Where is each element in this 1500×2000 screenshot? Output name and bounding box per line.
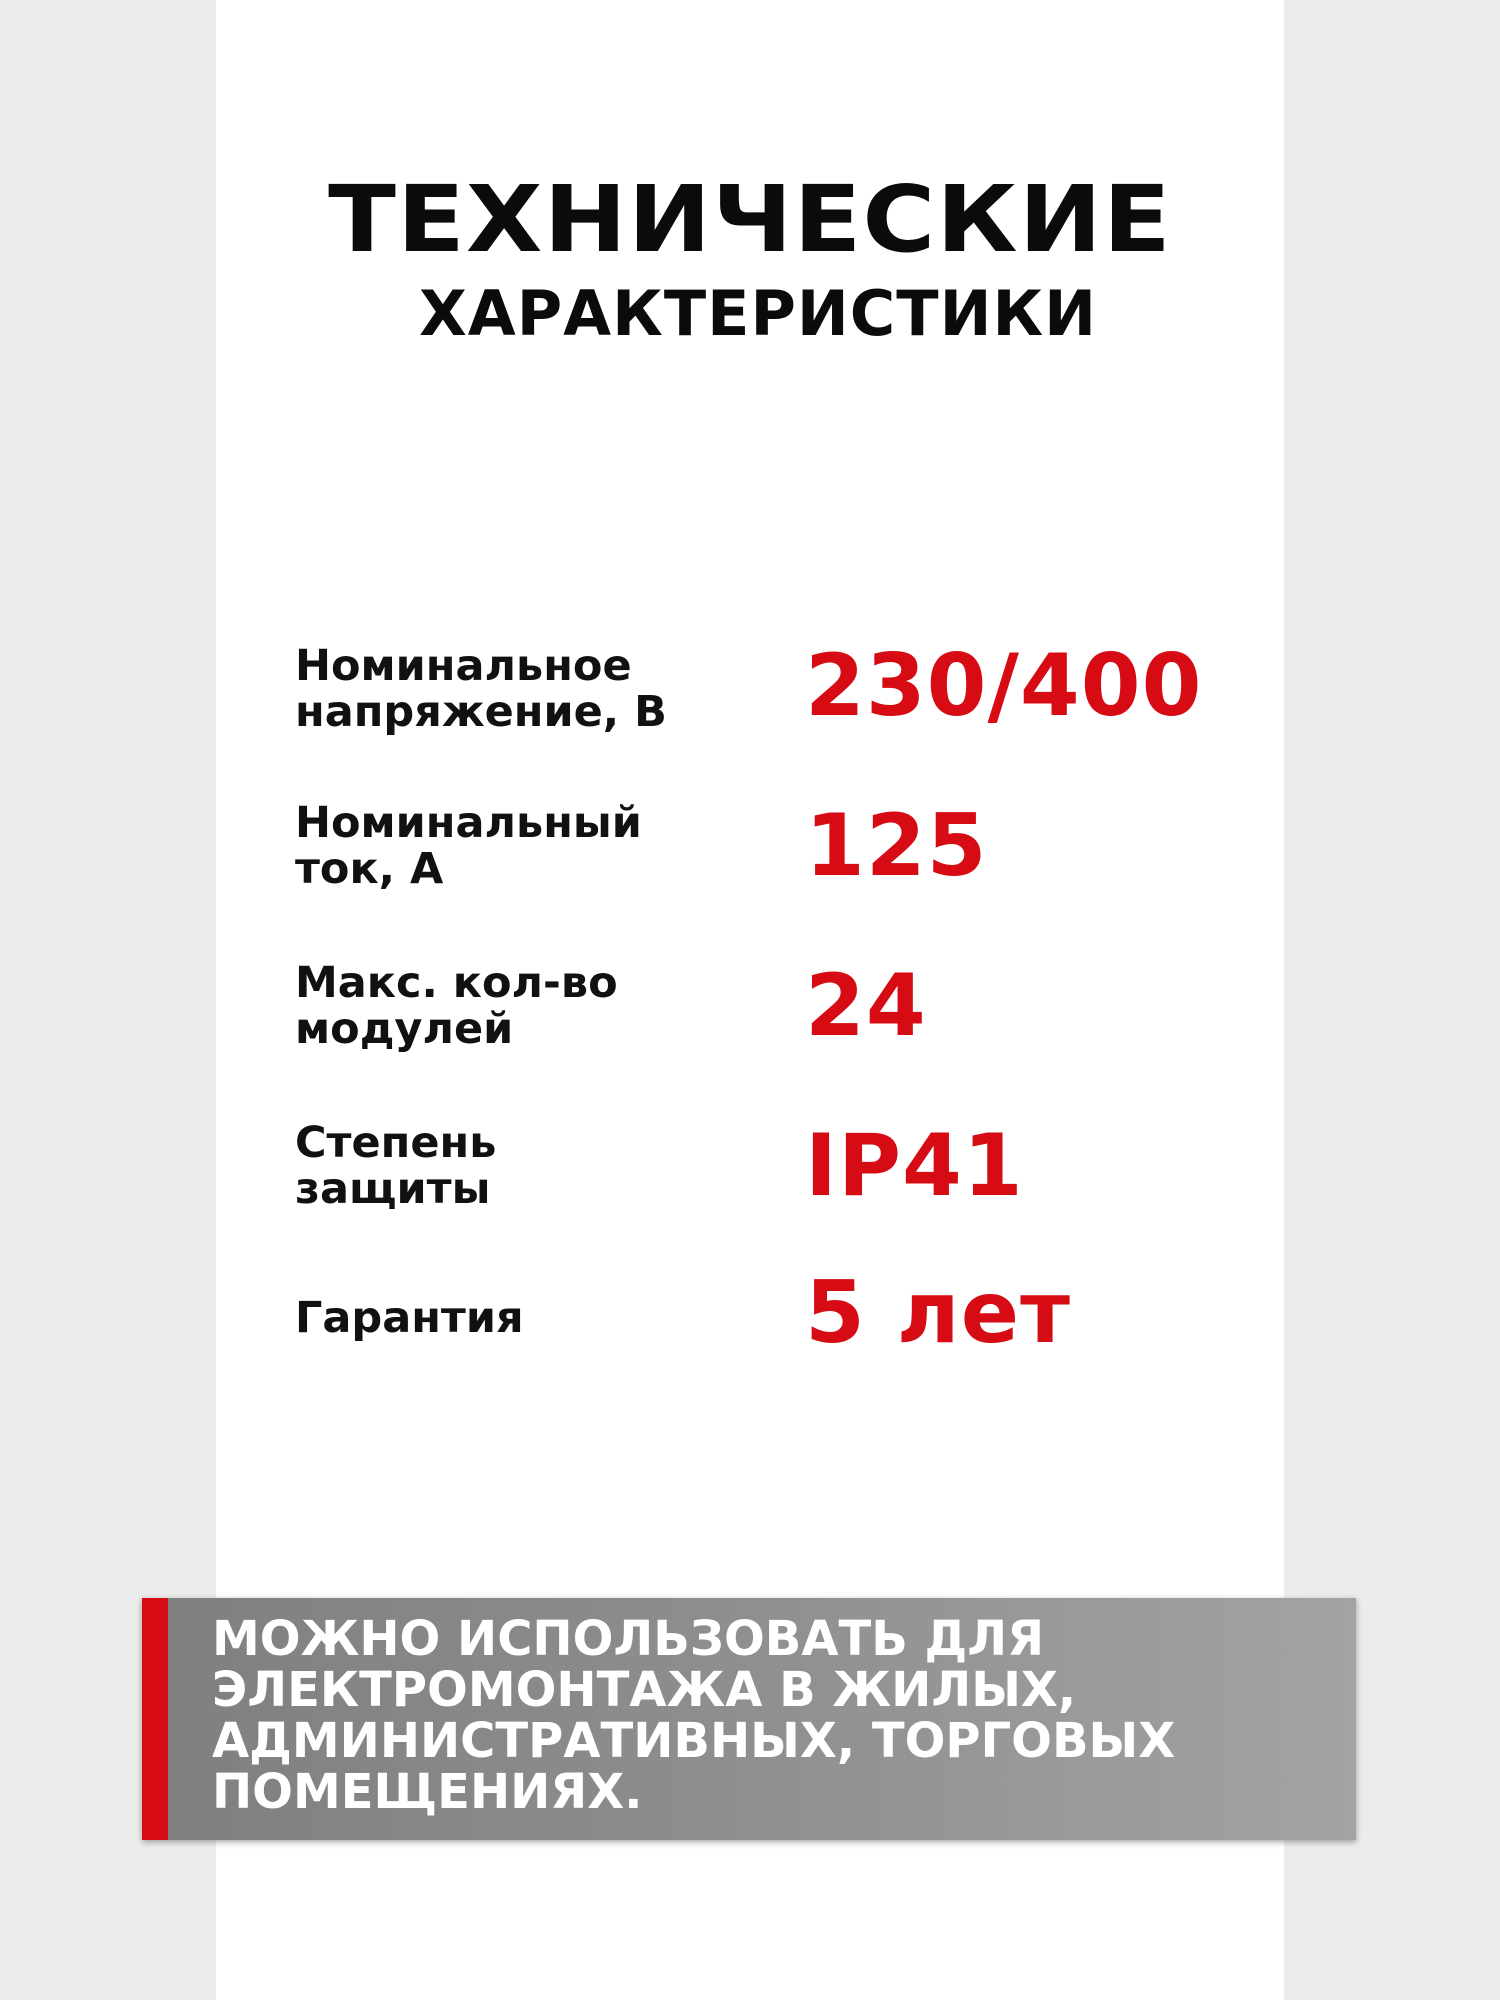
page-title-line1: ТЕХНИЧЕСКИЕ	[328, 166, 1172, 273]
usage-banner	[142, 1598, 1356, 1840]
banner-accent-bar	[142, 1598, 168, 1840]
spec-value: 5 лет	[805, 1263, 1071, 1363]
spec-label: Номинальное напряжение, В	[295, 641, 667, 737]
spec-label: Степень защиты	[295, 1118, 497, 1214]
page-title	[0, 168, 1500, 356]
banner-text: МОЖНО ИСПОЛЬЗОВАТЬ ДЛЯ ЭЛЕКТРОМОНТАЖА В ЖИЛЫХ, АДМИНИСТРАТИВНЫХ, ТОРГОВЫХ ПОМЕЩЕНИЯХ.	[212, 1611, 1176, 1820]
page-title-line2: ХАРАКТЕРИСТИКИ	[418, 277, 1098, 350]
spec-label: Гарантия	[295, 1293, 524, 1343]
spec-value: 125	[805, 796, 988, 896]
spec-label: Макс. кол-во модулей	[295, 958, 618, 1054]
spec-value: 24	[805, 956, 927, 1056]
spec-value: IP41	[805, 1116, 1024, 1216]
spec-value: 230/400	[805, 636, 1203, 736]
spec-label: Номинальный ток, А	[295, 798, 642, 894]
